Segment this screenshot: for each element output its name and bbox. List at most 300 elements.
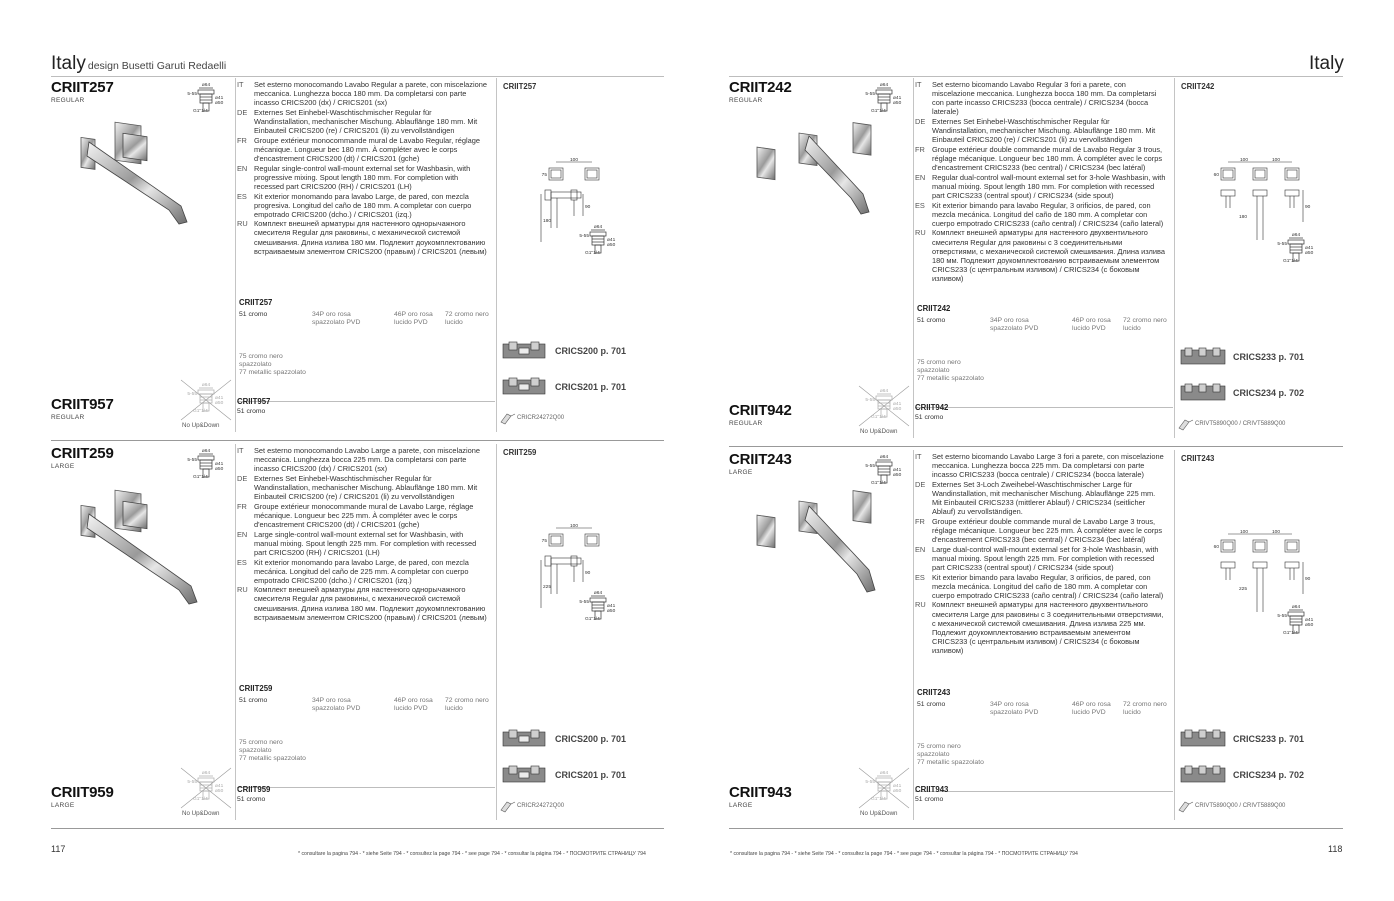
product-code: CRIIT243 [729,451,792,468]
alt-product-code: CRIIT943 [729,784,792,801]
recessed-part-ref[interactable]: CRICS233 p. 701 [1233,352,1305,362]
finish-oro-rosa-spazzolato: 34P oro rosa spazzolato PVD [312,311,361,326]
alt-product-code: CRIIT942 [729,402,792,419]
desc-text: Set esterno monocomando Lavabo Large a parete, con miscelazione meccanica. Lunghezza bocca 225 mm. Da completarsi con parte incasso CRICS200 (dx) / CRICS201 (sx) [254,446,480,474]
section-divider [729,828,1343,829]
recessed-part-image [501,728,549,752]
finish-cromo: 51 cromo [239,697,268,704]
valve [1213,348,1220,356]
finish-rule [237,401,495,402]
drawing-code: CRIIT257 [503,82,537,91]
recessed-part-image [1179,728,1227,752]
waste-label-top: ø64 [201,383,211,388]
technical-drawing [1199,158,1319,308]
alt-product-size: LARGE [729,802,753,809]
waste-label-left: 5-55 [865,464,875,469]
dim-height: 75 [541,539,547,544]
cartridge [501,802,515,812]
waste-label-top: ø64 [879,455,889,460]
recessed-body [503,342,545,358]
waste-label-bottom: G1"1/4 [193,409,208,414]
valve [531,378,539,386]
lang-code: EN [915,544,926,554]
valve [1199,384,1206,392]
right-header-rule [729,76,1343,77]
waste-cap [198,90,214,94]
waste-body [592,602,604,611]
waste-label-r1: ø41 [607,238,616,243]
lang-code: IT [915,452,922,461]
waste-label-r2: ø50 [607,243,616,248]
lang-code: IT [237,80,244,89]
footnote: * consultare la pagina 794 - * siehe Seite 794 - * consultez la page 794 - * see page 794 - * consultar la página 794 - * ПОСМОТРИТЕ СТРАНИЦУ 794 [730,851,1078,857]
right-handle [853,123,871,156]
tech-lines [1221,162,1303,240]
finish-oro-rosa-lucido: 46P oro rosa lucido PVD [394,311,433,326]
cartridge-stem [1189,802,1193,804]
waste-label-left: 5-55 [865,92,875,97]
waste-label-top: ø64 [593,591,603,596]
side-view-plate [1285,190,1299,196]
waste-label-r2: ø50 [893,101,902,106]
lang-code: RU [237,219,248,229]
technical-drawing [521,158,641,308]
waste-outline [876,88,892,111]
brand-title: Italy [51,53,86,74]
valve [531,766,539,774]
product-description [237,446,489,622]
desc-row-en [915,173,1167,200]
waste-label-bottom: G1"1/4 [871,415,886,420]
waste-body [200,394,212,403]
recessed-part-ref[interactable]: CRICS234 p. 702 [1233,388,1305,398]
label [519,384,529,390]
desc-row-fr [915,517,1167,544]
no-updown-label: No Up&Down [182,810,220,817]
finish-code: CRIIT257 [239,298,273,307]
front-view-inner [1255,170,1265,178]
dim-width-1: 100 [1239,530,1249,535]
waste-cap [1288,240,1304,244]
desc-text: Kit exterior bimando para lavabo Regular, 3 orificios, de pared, con mezcla mecánica. Longitud del caño de 180 mm. A completar con cuerpo empotrado CRICS233 (caño central) / CRICS234 (caño lateral) [932,572,1164,600]
finish-oro-rosa-spazzolato: 34P oro rosa spazzolato PVD [990,317,1039,332]
lang-code: FR [237,135,247,145]
product-photo [71,478,221,618]
waste-body [1290,616,1302,625]
waste-cap [590,232,606,236]
handle-lever [123,133,147,160]
waste-cap [876,778,892,782]
waste-label-top: ø64 [593,225,603,230]
finish-code: CRIIT242 [917,304,951,313]
right-handle [853,491,871,524]
front-view-inner [1223,170,1233,178]
front-view-left-inner [551,170,561,178]
waste-outline [590,596,606,619]
waste-label-top: ø64 [879,83,889,88]
cartridge [1179,802,1193,812]
front-view-left-inner [551,536,561,544]
cartridge-body [1179,802,1189,812]
column-divider [496,78,497,432]
waste-label-bottom: G1"1/4 [1283,259,1298,264]
product-code: CRIIT259 [51,445,114,462]
finish-oro-rosa-spazzolato: 34P oro rosa spazzolato PVD [312,697,361,712]
desc-text: Комплект внешней арматуры для настенного двухвентильного смесителя Regular для раковины с 3 соединительными отверстиями, с механической системой смешивания. Длина излива 180 мм. Подлежит доукомплектованию встраиваемым элементом CRICS233 (с центральным изливом) / CRICS234 (с боковым изливом) [932,228,1165,283]
left-handle [757,515,775,548]
valve [509,378,517,386]
product-size: REGULAR [729,97,763,104]
waste-label-left: 5-55 [187,92,197,97]
dim-width: 100 [569,158,579,163]
side-view-plate [1253,190,1267,196]
waste-cap [1288,612,1304,616]
waste-label-bottom: G1"1/4 [871,481,886,486]
alt-product-size: LARGE [51,802,75,809]
desc-row-ru [237,219,489,255]
recessed-body [1181,384,1225,400]
side-plate [545,556,551,566]
technical-drawing [1199,530,1319,680]
label [519,348,529,354]
tech-waste [579,224,615,256]
valve [1213,384,1220,392]
desc-text: Kit exterior bimando para lavabo Regular, 3 orificios, de pared, con mezcla mecánica. Longitud del caño de 180 mm. A completar con cuerpo empotrado CRICS233 (caño central) / CRICS234 (caño lateral) [932,200,1164,228]
recessed-part-ref[interactable]: CRICS200 p. 701 [555,734,627,744]
waste-label-r1: ø41 [215,96,224,101]
desc-text: Groupe extérieur double commande mural de Lavabo Regular 3 trous, réglage mécanique. Longueur bec 180 mm. À compléter avec le corps d'encastrement CRICS233 (bec central) / CRICS234 (bec latéral) [932,144,1163,173]
finish-code: CRIIT259 [239,684,273,693]
finish-cromo-nero-lucido: 72 cromo nero lucido [1123,317,1167,332]
dim-height: 60 [1213,545,1219,550]
desc-text: Groupe extérieur double commande mural de Lavabo Large 3 trous, réglage mécanique. Longueur bec 225 mm. À compléter avec le corps d'encastrement CRICS233 (bec central) / CRICS234 (bec latéral) [932,516,1163,545]
column-divider [235,444,236,820]
finish-rule [237,787,495,788]
waste-cap [590,598,606,602]
finish-cromo: 51 cromo [917,317,946,324]
waste-outline [198,454,214,477]
desc-text: Regular dual-control wall-mount external set for 3-hole Washbasin, with manual mixing. Spout length 180 mm. For completion with recessed part CRICS233 (central spout) / CRICS234 (side spout) [932,172,1166,200]
front-view-right-inner [587,536,597,544]
column-divider [496,444,497,820]
alt-product-size: REGULAR [51,414,85,421]
recessed-body [1181,348,1225,364]
right-page-header [1309,53,1344,75]
spout-side [551,558,581,564]
lang-code: RU [915,228,926,238]
valve [531,342,539,350]
desc-row-de [237,474,489,501]
lang-code: DE [915,116,926,126]
desc-text: Комплект внешней арматуры для настенного однорычажного смесителя Regular для раковины, с механической системой смешивания. Длина излива 180 мм. Подлежит доукомплектованию встраиваемым элементом CRICS200 (правым) / CRICS201 (левым) [254,219,487,256]
dim-length: 225 [1238,587,1247,592]
valve [1185,384,1192,392]
waste-body [878,782,890,791]
lang-code: FR [237,501,247,511]
alt-product-code: CRIIT957 [51,396,114,413]
lang-code: EN [237,529,248,539]
dim-width-1: 100 [1239,158,1249,163]
dim-depth: 90 [1305,205,1311,210]
waste-label-left: 5-55 [1277,614,1287,619]
waste-outline [198,88,214,111]
waste-outline [198,776,214,799]
desc-row-ru [237,585,489,621]
recessed-body [503,766,545,782]
waste-label-bottom: G1"1/4 [871,109,886,114]
valve [1199,730,1206,738]
waste-label-top: ø64 [201,449,211,454]
side-plate [545,190,551,200]
waste-cap [198,390,214,394]
page-number: 118 [1328,844,1343,854]
desc-text: Large dual-control wall-mount external set for 3-hole Washbasin, with manual mixing. Spout length 225 mm. For completion with recessed part CRICS233 (central spout) / CRICS234 (side spout) [932,544,1159,572]
product-description [915,452,1167,656]
desc-row-en [237,530,489,557]
dim-depth: 90 [585,571,591,576]
no-updown-waste-drawing [857,388,917,428]
cartridge-icon [1177,800,1195,814]
alt-finish: 51 cromo [915,414,944,421]
waste-cap [876,90,892,94]
alt-finish-code: CRIIT957 [237,397,271,406]
recessed-part-ref[interactable]: CRICS233 p. 701 [1233,734,1305,744]
desc-row-de [237,108,489,135]
cartridge-body [1179,420,1189,430]
cartridge-stem [511,802,515,804]
dim-length: 225 [543,585,552,590]
waste-label-r2: ø50 [893,789,902,794]
cartridge [1179,420,1193,430]
column-divider [913,450,914,820]
waste-label-top: ø64 [879,771,889,776]
finish-cromo: 51 cromo [239,311,268,318]
dim-length: 180 [543,219,552,224]
product-photo [749,112,899,252]
finish-oro-rosa-lucido: 46P oro rosa lucido PVD [394,697,433,712]
dim-width: 100 [569,524,579,529]
desc-row-it [915,80,1167,116]
tech-waste [579,590,615,622]
waste-label-top: ø64 [879,389,889,394]
waste-label-left: 5-55 [187,780,197,785]
cartridge-body [501,414,511,424]
waste-label-r1: ø41 [607,604,616,609]
desc-row-de [915,480,1167,516]
accessory-code: CRICR24272Q00 [517,803,565,809]
recessed-part-ref[interactable]: CRICS200 p. 701 [555,346,627,356]
label [519,736,529,742]
alt-product-size: REGULAR [729,420,763,427]
column-divider [1174,450,1175,820]
desc-row-es [237,558,489,585]
brand-title: Italy [1309,53,1344,74]
waste-outline [876,394,892,417]
front-view-inner [1287,170,1297,178]
valve [531,730,539,738]
recessed-body [1181,766,1225,782]
lang-code: EN [915,172,926,182]
tech-lines [541,162,599,242]
desc-row-en [237,164,489,191]
front-view-inner [1255,542,1265,550]
section-divider [729,446,1343,447]
waste-label-bottom: G1"1/4 [1283,631,1298,636]
desc-row-es [915,201,1167,228]
no-updown-waste-drawing [179,382,239,422]
waste-outline [1288,610,1304,633]
desc-text: Set esterno bicomando Lavabo Large 3 fori a parete, con miscelazione meccanica. Lunghezza bocca 225 mm. Da completarsi con parte incasso CRICS233 (bocca centrale) / CRICS234 (bocca laterale) [932,452,1164,480]
lang-code: FR [915,144,925,154]
recessed-part-image [501,340,549,364]
waste-label-r2: ø50 [607,609,616,614]
waste-label-top: ø64 [201,771,211,776]
finish-oro-rosa-lucido: 46P oro rosa lucido PVD [1072,701,1111,716]
recessed-part-ref[interactable]: CRICS201 p. 701 [555,770,627,780]
finish-cromo-nero-spazzolato: 75 cromo nero spazzolato 77 metallic spazzolato [239,739,306,762]
waste-label-r2: ø50 [893,407,902,412]
valve [1213,730,1220,738]
dim-length: 180 [1238,215,1247,220]
waste-label-r2: ø50 [1305,623,1314,628]
desc-row-fr [237,136,489,163]
recessed-part-ref[interactable]: CRICS234 p. 702 [1233,770,1305,780]
no-updown-label: No Up&Down [860,810,898,817]
finish-cromo-nero-spazzolato: 75 cromo nero spazzolato 77 metallic spazzolato [917,743,984,766]
waste-body [878,400,890,409]
lang-code: DE [237,473,248,483]
drawing-code: CRIIT259 [503,448,537,457]
valve [1185,348,1192,356]
recessed-part-image [501,764,549,788]
desc-text: Set esterno monocomando Lavabo Regular a parete, con miscelazione meccanica. Lunghezza bocca 180 mm. Da completarsi con parte incasso CRICS200 (dx) / CRICS201 (sx) [254,80,487,108]
waste-label-r1: ø41 [1305,618,1314,623]
no-updown-waste-drawing [179,770,239,810]
desc-row-es [237,192,489,219]
desc-text: Large single-control wall-mount external set for Washbasin, with manual mixing. Spout length 225 mm. For completion with recessed part CRICS200 (RH) / CRICS201 (LH) [254,529,477,557]
lang-code: RU [237,585,248,595]
finish-rule [915,791,1173,792]
waste-label-top: ø64 [1291,605,1301,610]
no-updown-label: No Up&Down [182,422,220,429]
waste-label-r2: ø50 [215,467,224,472]
desc-text: Kit exterior monomando para lavabo Large, de pared, con mezcla progresiva. Longitud del caño de 180 mm. A completar con cuerpo empotrado CRICS200 (dcho.) / CRICS201 (izq.) [254,191,472,219]
cartridge [501,414,515,424]
product-code: CRIIT242 [729,79,792,96]
waste-label-top: ø64 [201,83,211,88]
valve [509,342,517,350]
left-page-header [51,53,226,75]
waste-cap [198,778,214,782]
lang-code: ES [915,200,925,210]
lang-code: ES [237,191,247,201]
valve [1199,766,1206,774]
cartridge-icon [1177,418,1195,432]
waste-label-r1: ø41 [215,784,224,789]
column-divider [235,78,236,432]
cartridge-stem [1189,420,1193,422]
lang-code: RU [915,600,926,610]
spout-side [551,192,581,198]
desc-text: Set esterno bicomando Lavabo Regular 3 fori a parete, con miscelazione meccanica. Lunghezza bocca 180 mm. Da completarsi con parte incasso CRICS233 (bocca centrale) / CRICS234 (bocca laterale) [932,80,1157,117]
waste-label-top: ø64 [1291,233,1301,238]
section-divider [51,828,664,829]
waste-label-left: 5-55 [1277,242,1287,247]
product-description [915,80,1167,284]
waste-body [200,94,212,103]
cartridge-stem [511,414,515,416]
recessed-part-image [1179,346,1227,370]
dim-depth: 90 [585,205,591,210]
dim-width-2: 100 [1271,158,1281,163]
waste-label-r2: ø50 [893,473,902,478]
left-handle [757,147,775,180]
finish-cromo-nero-spazzolato: 75 cromo nero spazzolato 77 metallic spazzolato [917,359,984,382]
waste-outline [590,230,606,253]
valve [509,730,517,738]
dim-height: 60 [1213,173,1219,178]
handle-side [571,556,577,566]
desc-row-en [915,545,1167,572]
desc-row-ru [915,228,1167,283]
desc-row-fr [237,502,489,529]
dim-height: 75 [541,173,547,178]
waste-label-left: 5-55 [579,600,589,605]
front-view-right-inner [587,170,597,178]
waste-cap [876,462,892,466]
alt-finish-code: CRIIT959 [237,785,271,794]
waste-label-r2: ø50 [215,401,224,406]
waste-label-left: 5-55 [187,392,197,397]
product-size: REGULAR [51,97,85,104]
finish-oro-rosa-spazzolato: 34P oro rosa spazzolato PVD [990,701,1039,716]
side-view-plate [1221,562,1235,568]
waste-label-r1: ø41 [893,402,902,407]
recessed-part-ref[interactable]: CRICS201 p. 701 [555,382,627,392]
valve [509,766,517,774]
waste-label-bottom: G1"1/4 [193,109,208,114]
desc-row-de [915,117,1167,144]
waste-label-bottom: G1"1/4 [585,251,600,256]
side-view-plate [1253,562,1267,568]
recessed-part-image [1179,764,1227,788]
drawing-code: CRIIT242 [1181,82,1215,91]
page-number: 117 [51,844,66,854]
technical-drawing [521,524,641,674]
recessed-body [503,730,545,746]
dim-width-2: 100 [1271,530,1281,535]
desc-row-it [915,452,1167,479]
waste-body [878,94,890,103]
front-view-inner [1287,542,1297,550]
desc-row-it [237,80,489,107]
recessed-body [503,378,545,394]
recessed-part-image [1179,382,1227,406]
accessory-code: CRIVT5890Q00 / CRIVT5889Q00 [1195,421,1286,427]
designer-credit: design Busetti Garuti Redaelli [87,60,227,72]
tech-lines [1221,534,1303,612]
product-code: CRIIT257 [51,79,114,96]
label [519,772,529,778]
side-view-plate [1221,190,1235,196]
finish-cromo-nero-spazzolato: 75 cromo nero spazzolato 77 metallic spazzolato [239,353,306,376]
waste-body [1290,244,1302,253]
accessory-code: CRIVT5890Q00 / CRIVT5889Q00 [1195,803,1286,809]
waste-label-bottom: G1"1/4 [585,617,600,622]
desc-row-es [915,573,1167,600]
handle-side [571,190,577,200]
cartridge-body [501,802,511,812]
